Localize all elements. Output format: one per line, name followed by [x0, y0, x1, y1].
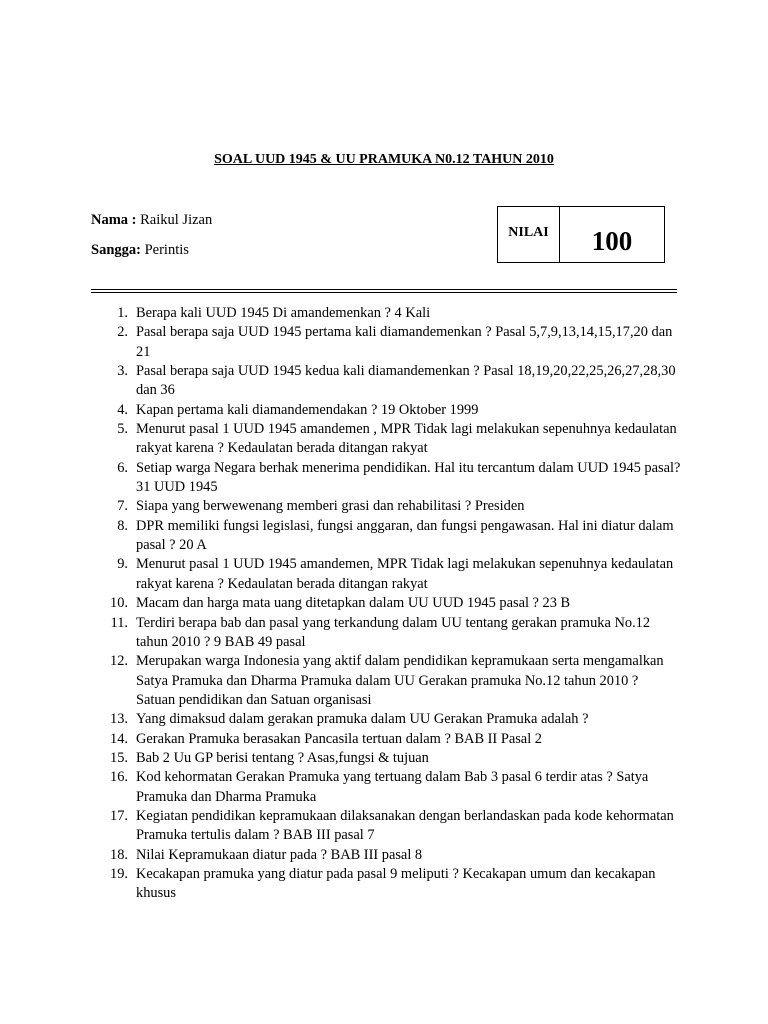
question-number: 13.	[110, 711, 128, 728]
question-item	[91, 846, 681, 865]
score-label: NILAI	[498, 207, 560, 262]
question-item	[91, 730, 681, 749]
score-box	[497, 206, 665, 263]
group-label: Sangga:	[91, 242, 141, 258]
question-number: 7.	[117, 498, 128, 515]
question-text: Setiap warga Negara berhak menerima pendidikan. Hal itu tercantum dalam UUD 1945 pasal? 31 UUD 1945	[136, 459, 681, 496]
divider-line-bottom	[91, 292, 677, 293]
question-number: 16.	[110, 769, 128, 786]
question-text: DPR memiliki fungsi legislasi, fungsi anggaran, dan fungsi pengawasan. Hal ini diatur dalam pasal ? 20 A	[136, 517, 674, 554]
question-item	[91, 362, 681, 401]
question-text: Siapa yang berwewenang memberi grasi dan rehabilitasi ? Presiden	[136, 498, 525, 515]
question-item	[91, 865, 681, 904]
question-number: 1.	[117, 305, 128, 321]
question-number: 6.	[117, 459, 128, 476]
question-text: Nilai Kepramukaan diatur pada ? BAB III pasal 8	[136, 846, 423, 863]
question-item	[91, 304, 681, 323]
question-number: 15.	[110, 749, 128, 766]
question-number: 14.	[110, 730, 128, 747]
question-text: Gerakan Pramuka berasakan Pancasila tertuan dalam ? BAB II Pasal 2	[136, 730, 542, 747]
question-text: Merupakan warga Indonesia yang aktif dalam pendidikan kepramukaan serta mengamalkan Satya Pramuka dan Dharma Pramuka dalam UU Gerakan pramuka No.12 tahun 2010 ? Satuan pendidikan dan Satuan organisasi	[136, 653, 664, 708]
question-number: 3.	[117, 363, 128, 380]
question-item	[91, 517, 681, 556]
question-item	[91, 555, 681, 594]
question-item	[91, 768, 681, 807]
question-item	[91, 420, 681, 459]
group-value: Perintis	[144, 242, 189, 258]
question-number: 11.	[110, 614, 128, 631]
question-text: Kod kehormatan Gerakan Pramuka yang tertuang dalam Bab 3 pasal 6 terdir atas ? Satya Pramuka dan Dharma Pramuka	[136, 769, 649, 805]
name-value: Raikul Jizan	[140, 212, 213, 228]
question-text: Kapan pertama kali diamandemendakan ? 19 Oktober 1999	[136, 401, 479, 418]
question-item	[91, 323, 681, 362]
document-title: SOAL UUD 1945 & UU PRAMUKA N0.12 TAHUN 2010	[214, 152, 554, 167]
question-number: 19.	[110, 865, 128, 882]
question-text: Kecakapan pramuka yang diatur pada pasal 9 meliputi ? Kecakapan umum dan kecakapan khusus	[136, 865, 656, 902]
question-text: Bab 2 Uu GP berisi tentang ? Asas,fungsi & tujuan	[136, 749, 429, 766]
question-number: 8.	[117, 517, 128, 534]
divider-line-top	[91, 289, 677, 290]
question-item	[91, 614, 681, 653]
question-number: 10.	[110, 595, 128, 612]
question-item	[91, 497, 681, 516]
question-item	[91, 749, 681, 768]
name-label: Nama :	[91, 212, 137, 228]
question-number: 18.	[110, 846, 128, 863]
question-item	[91, 710, 681, 729]
question-item	[91, 459, 681, 498]
score-value: 100	[591, 226, 633, 256]
question-text: Pasal berapa saja UUD 1945 pertama kali diamandemenkan ? Pasal 5,7,9,13,14,15,17,20 dan 21	[136, 324, 673, 360]
question-item	[91, 807, 681, 846]
question-item	[91, 401, 681, 420]
question-text: Macam dan harga mata uang ditetapkan dalam UU UUD 1945 pasal ? 23 B	[136, 595, 571, 612]
question-text: Pasal berapa saja UUD 1945 kedua kali diamandemenkan ? Pasal 18,19,20,22,25,26,27,28,30 dan 36	[136, 363, 676, 399]
question-text: Terdiri berapa bab dan pasal yang terkandung dalam UU tentang gerakan pramuka No.12 tahun 2010 ? 9 BAB 49 pasal	[136, 614, 651, 650]
question-number: 17.	[110, 807, 128, 824]
question-number: 5.	[117, 421, 128, 438]
question-number: 4.	[117, 401, 128, 418]
question-list	[91, 304, 681, 904]
question-text: Berapa kali UUD 1945 Di amandemenkan ? 4 Kali	[136, 305, 431, 321]
question-item	[91, 652, 681, 710]
question-number: 9.	[117, 556, 128, 573]
question-text: Menurut pasal 1 UUD 1945 amandemen , MPR Tidak lagi melakukan sepenuhnya kedaulatan rakyat karena ? Kedaulatan berada ditangan rakyat	[136, 421, 677, 457]
question-number: 12.	[110, 653, 128, 670]
name-line	[91, 212, 212, 229]
question-text: Kegiatan pendidikan kepramukaan dilaksanakan dengan berlandaskan pada kode kehormatan Pramuka tertulis dalam ? BAB III pasal 7	[136, 807, 674, 844]
question-item	[91, 594, 681, 613]
question-text: Yang dimaksud dalam gerakan pramuka dalam UU Gerakan Pramuka adalah ?	[136, 711, 589, 728]
question-text: Menurut pasal 1 UUD 1945 amandemen, MPR Tidak lagi melakukan sepenuhnya kedaulatan rakyat karena ? Kedaulatan berada ditangan rakyat	[136, 556, 674, 592]
group-line	[91, 242, 189, 259]
question-number: 2.	[117, 324, 128, 341]
